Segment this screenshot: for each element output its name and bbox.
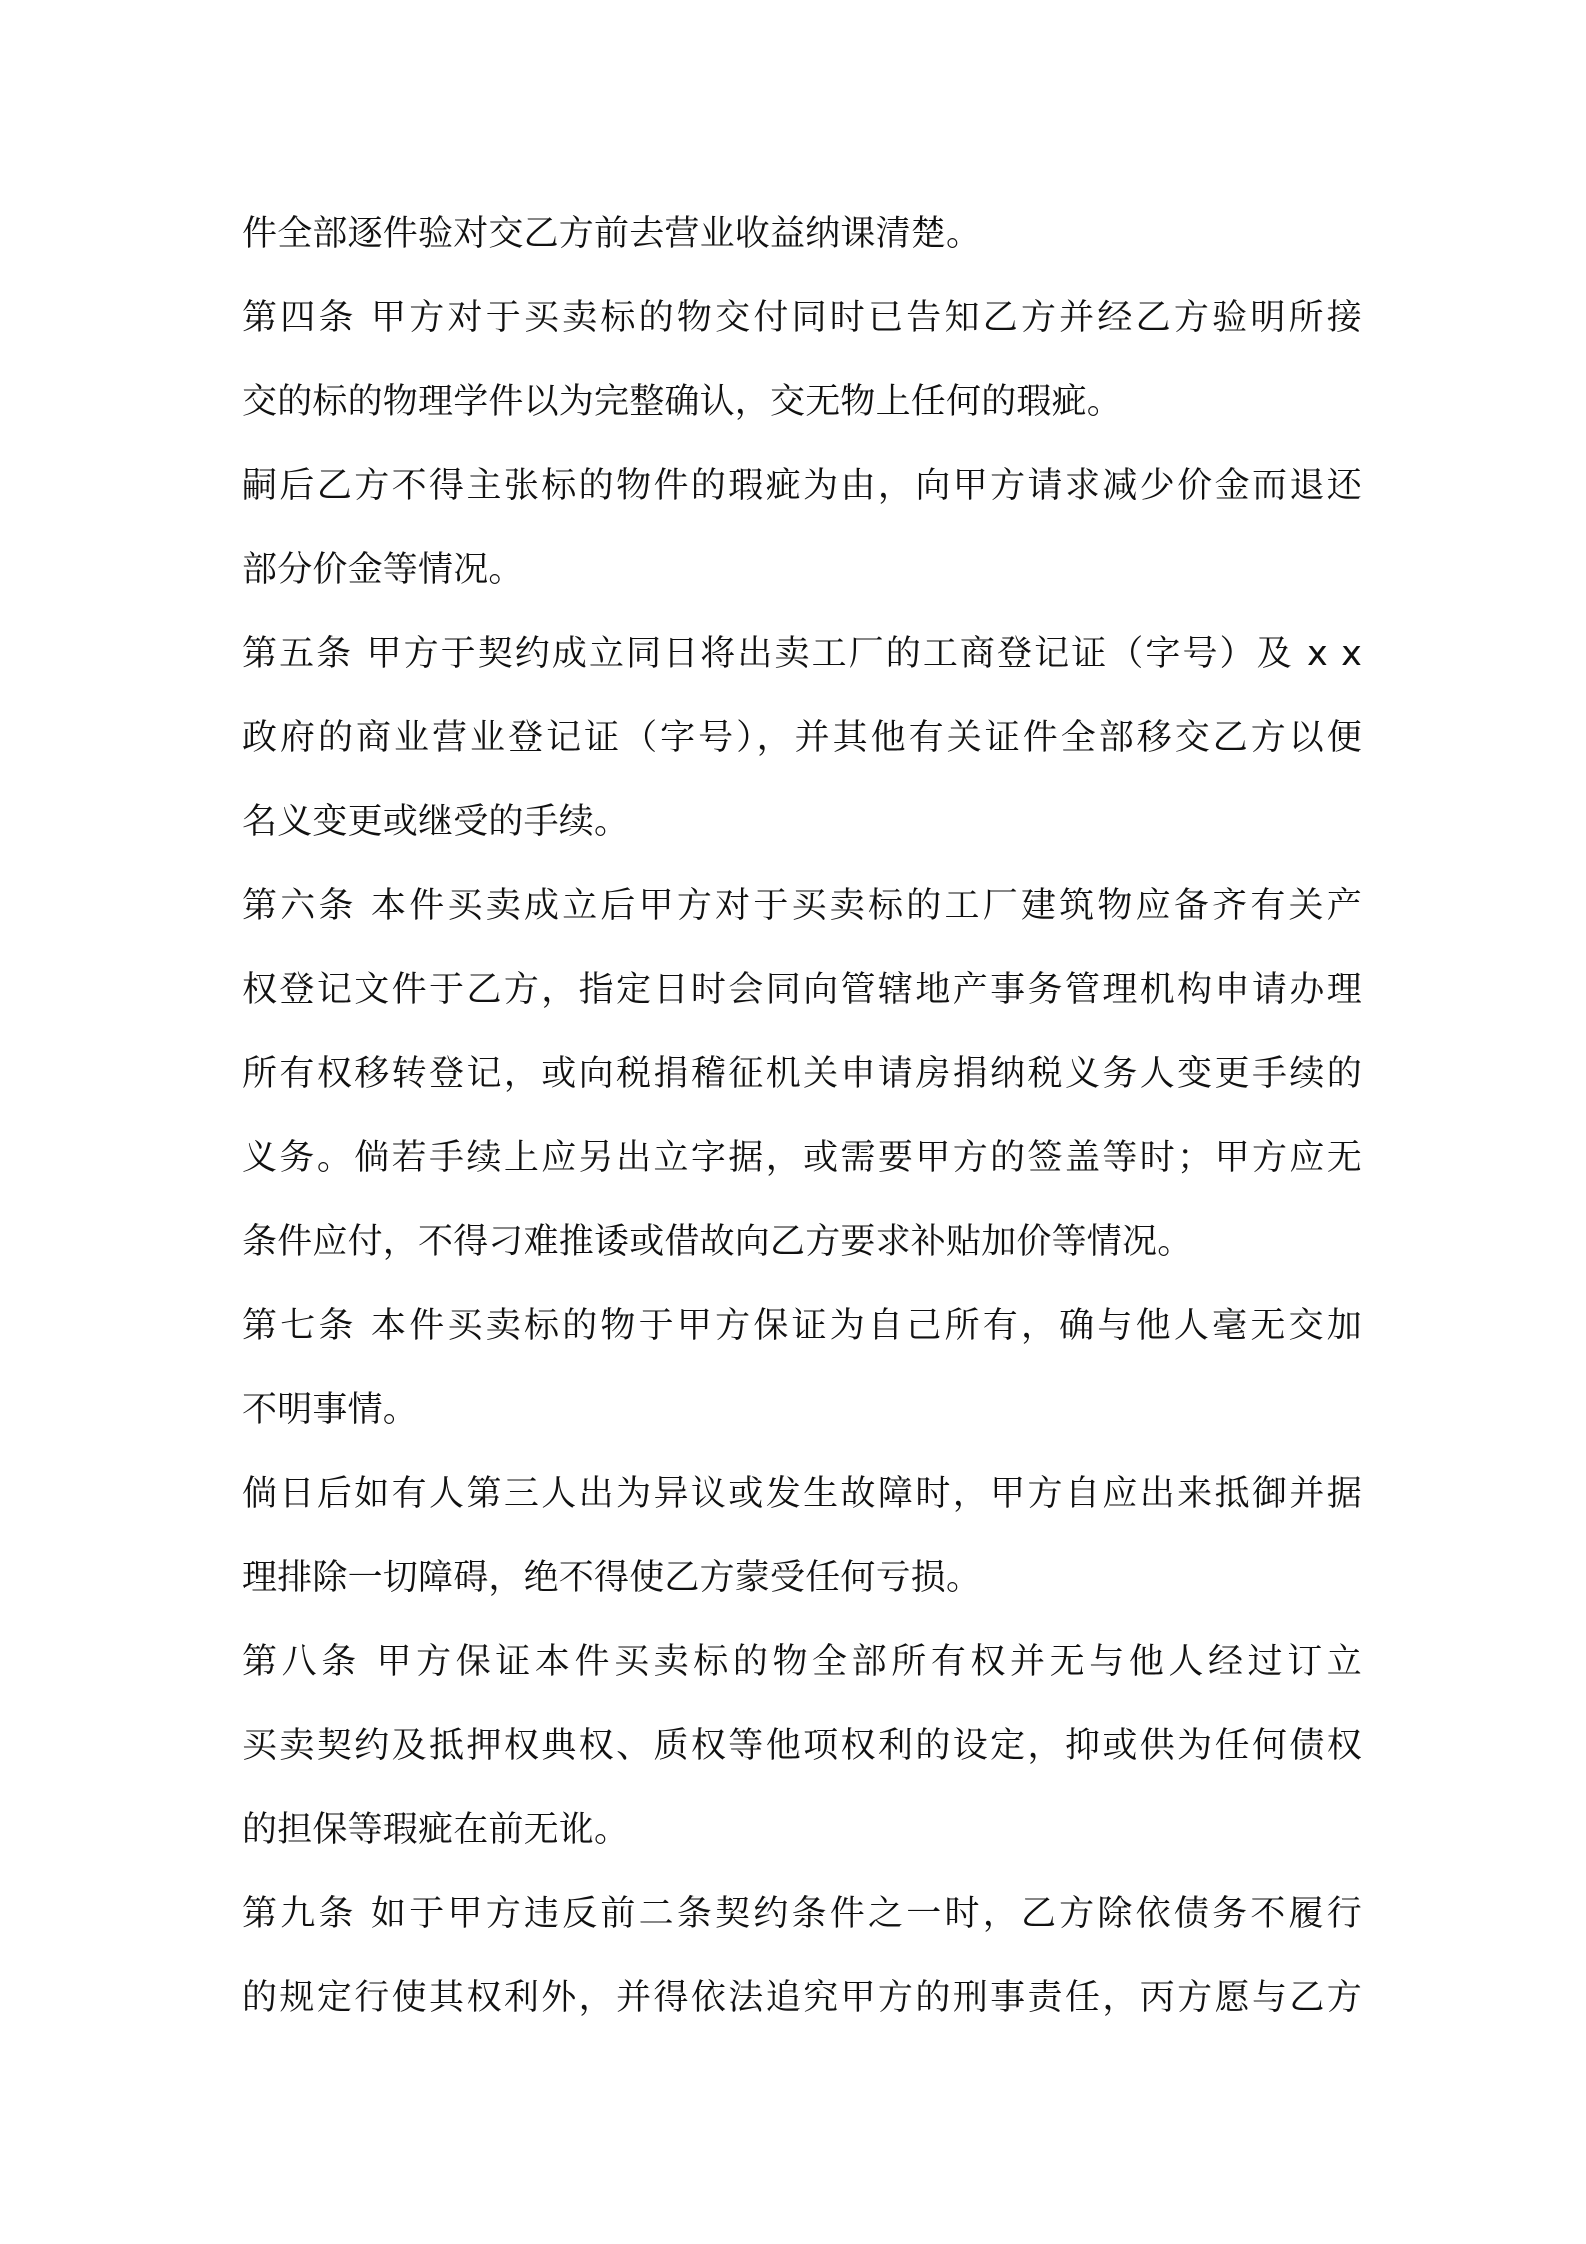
text-line: 权登记文件于乙方，指定日时会同向管辖地产事务管理机构申请办理	[242, 970, 1362, 1010]
contract-text-block	[242, 192, 1362, 2040]
text-line: 倘日后如有人第三人出为异议或发生故障时，甲方自应出来抵御并据	[242, 1474, 1362, 1514]
text-line: 第七条 本件买卖标的物于甲方保证为自己所有，确与他人毫无交加	[242, 1306, 1362, 1346]
text-line: 政府的商业营业登记证（字号），并其他有关证件全部移交乙方以便	[242, 718, 1362, 758]
text-line: 第八条 甲方保证本件买卖标的物全部所有权并无与他人经过订立	[242, 1642, 1362, 1682]
text-line: 所有权移转登记，或向税捐稽征机关申请房捐纳税义务人变更手续的	[242, 1054, 1362, 1094]
text-line: 第九条 如于甲方违反前二条契约条件之一时，乙方除依债务不履行	[242, 1894, 1362, 1934]
text-line: 第四条 甲方对于买卖标的物交付同时已告知乙方并经乙方验明所接	[242, 298, 1362, 338]
text-line: 件全部逐件验对交乙方前去营业收益纳课清楚。	[242, 214, 982, 254]
text-line: 不明事情。	[242, 1390, 419, 1430]
text-line: 买卖契约及抵押权典权、质权等他项权利的设定，抑或供为任何债权	[242, 1726, 1362, 1766]
text-line: 第六条 本件买卖成立后甲方对于买卖标的工厂建筑物应备齐有关产	[242, 886, 1362, 926]
text-line: 的规定行使其权利外，并得依法追究甲方的刑事责任，丙方愿与乙方	[242, 1978, 1362, 2018]
text-line: 第五条 甲方于契约成立同日将出卖工厂的工商登记证（字号）及 x x	[242, 634, 1362, 674]
text-line: 条件应付，不得刁难推诿或借故向乙方要求补贴加价等情况。	[242, 1222, 1193, 1262]
text-line: 义务。倘若手续上应另出立字据，或需要甲方的签盖等时；甲方应无	[242, 1138, 1362, 1178]
text-line: 交的标的物理学件以为完整确认，交无物上任何的瑕疵。	[242, 382, 1123, 422]
text-line: 的担保等瑕疵在前无讹。	[242, 1810, 630, 1850]
text-line: 理排除一切障碍，绝不得使乙方蒙受任何亏损。	[242, 1558, 982, 1598]
text-line: 嗣后乙方不得主张标的物件的瑕疵为由，向甲方请求减少价金而退还	[242, 466, 1362, 506]
text-line: 名义变更或继受的手续。	[242, 802, 630, 842]
text-line: 部分价金等情况。	[242, 550, 524, 590]
